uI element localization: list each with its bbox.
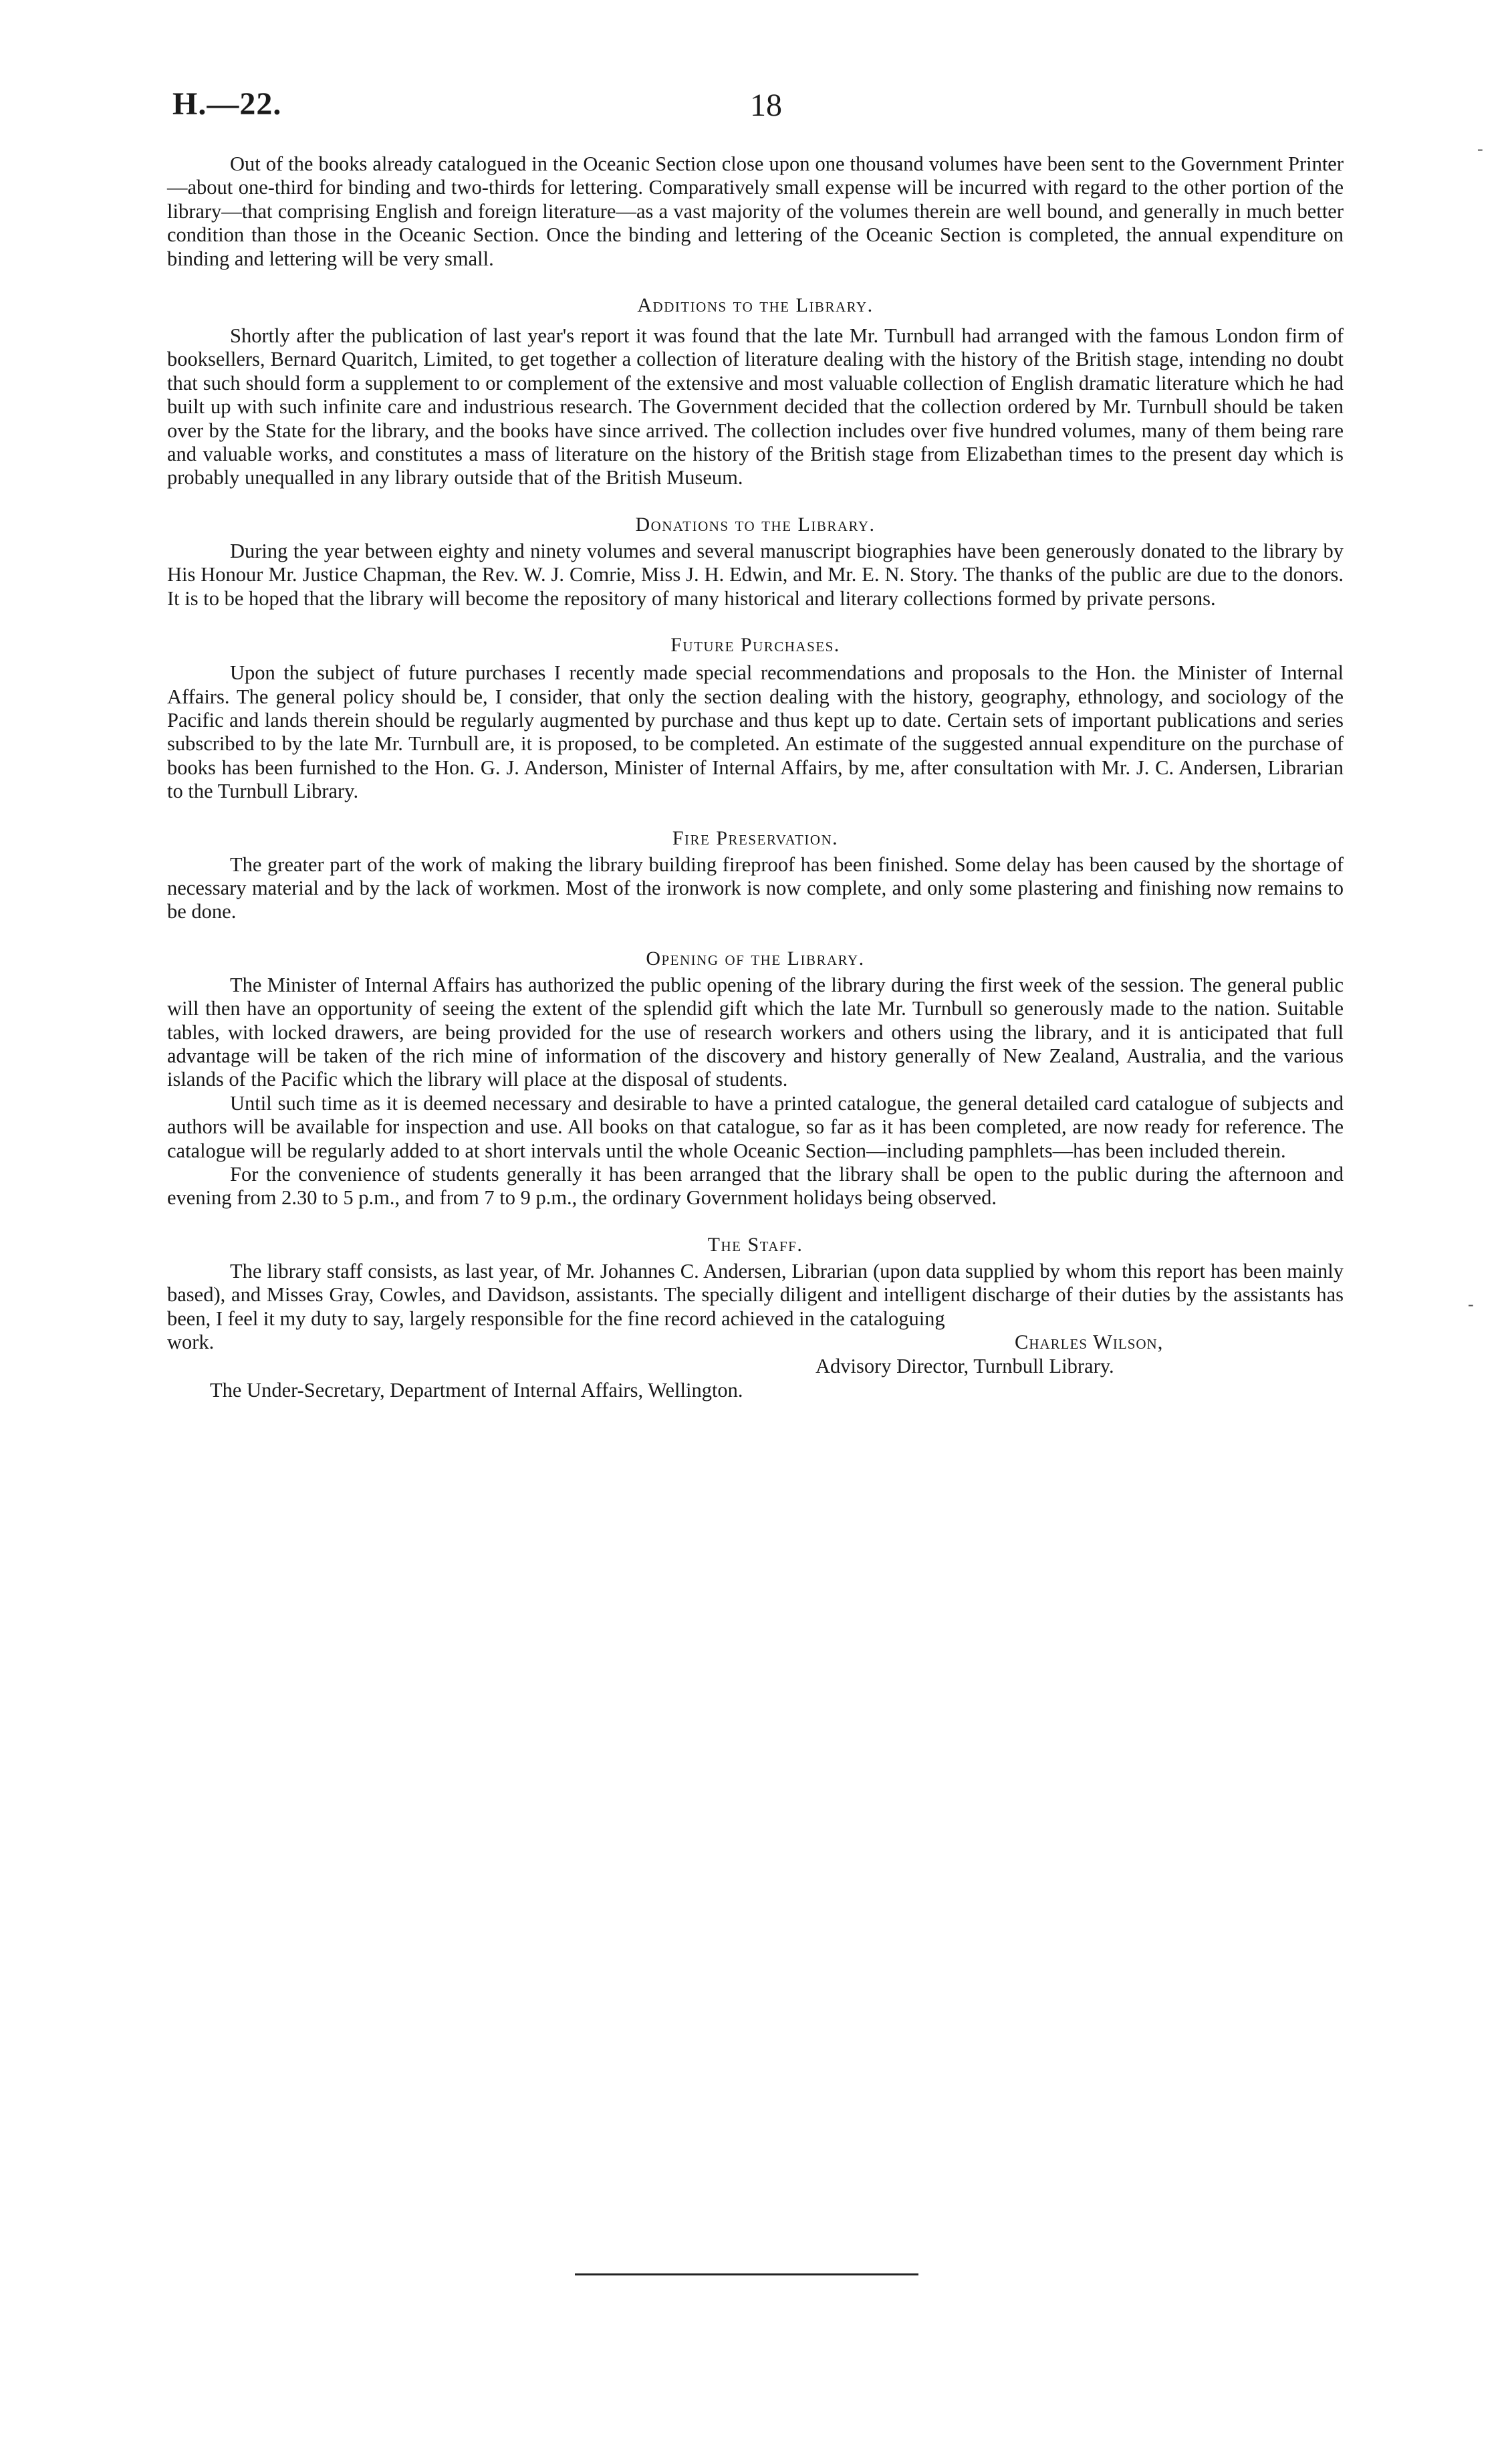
donations-paragraph: During the year between eighty and ninety volumes and several manuscript biographies have been generously donated to the library by His Honour Mr. Justice Chapman, the Rev. W. J. Comrie, Miss J. H. Edwin, and Mr. E. N. Story. The thanks of the public are due to the donors. It is to be hoped that the library will become the repository of many historical and literary collections formed by private persons. [167, 539, 1344, 610]
closing-rule [575, 2273, 918, 2275]
section-heading-opening: Opening of the Library. [646, 947, 865, 970]
section-heading-additions: Additions to the Library. [637, 294, 874, 317]
opening-paragraph: Until such time as it is deemed necessary and desirable to have a printed catalogue, the general detailed card catalogue of subjects and authors will be available for inspection and use. All books on that catalogue, so far as it has been completed, are now ready for reference. The catalogue will be regularly added to at short intervals until the whole Oceanic Section—including pamphlets—has been included therein. [167, 1091, 1344, 1162]
document-reference: H.—22. [172, 86, 282, 122]
page-header [0, 0, 1508, 147]
page-number: 18 [750, 88, 782, 123]
signature-block [167, 1331, 1344, 1424]
fire-paragraph: The greater part of the work of making the library building fireproof has been finished. Some delay has been caused by the shortage of necessary material and by the lack of workmen. Most of the ironwork is now complete, and only some plastering and finishing now remains to be done. [167, 853, 1344, 923]
section-heading-purchases: Future Purchases. [670, 634, 840, 657]
additions-paragraph: Shortly after the publication of last year's report it was found that the late Mr. Turnbull had arranged with the famous London firm of booksellers, Bernard Quaritch, Limited, to get together a collection of literature dealing with the history of the British stage, intending no doubt that such should form a supplement to or complement of the extensive and most valuable collection of English dramatic literature which he had built up with such infinite care and industrious research. The Government decided that the collection ordered by Mr. Turnbull should be taken over by the State for the library, and the books have since arrived. The collection includes over five hundred volumes, many of them being rare and valuable works, and constitutes a mass of literature on the history of the British stage from Elizabethan times to the present day which is probably unequalled in any library outside that of the British Museum. [167, 324, 1344, 489]
signatory-name: Charles Wilson, [1015, 1331, 1164, 1354]
staff-paragraph: The library staff consists, as last year, of Mr. Johannes C. Andersen, Librarian (upon data supplied by whom this report has been mainly based), and Misses Gray, Cowles, and Davidson, assistants. The specially diligent and intelligent discharge of their duties by the assistants has been, I feel it my duty to say, largely responsible for the fine record achieved in the cataloguing [167, 1259, 1344, 1330]
closing-word: work. [167, 1331, 215, 1354]
intro-paragraph: Out of the books already catalogued in the Oceanic Section close upon one thousand volumes have been sent to the Government Printer—about one-third for binding and two-thirds for lettering. Comparatively small expense will be incurred with regard to the other portion of the library—that comprising English and foreign literature—as a vast majority of the volumes therein are well bound, and generally in much better condition than those in the Oceanic Section. Once the binding and lettering of the Oceanic Section is completed, the annual expenditure on binding and lettering will be very small. [167, 152, 1344, 270]
section-heading-fire: Fire Preservation. [672, 826, 839, 849]
opening-paragraph: The Minister of Internal Affairs has authorized the public opening of the library during the first week of the session. The general public will then have an opportunity of seeing the extent of the splendid gift which the late Mr. Turnbull so generously made to the nation. Suitable tables, with locked drawers, are being provided for the use of research workers and others using the library, and it is anticipated that full advantage will be taken of the rich mine of information of the discovery and history generally of New Zealand, Australia, and the various islands of the Pacific which the library will place at the disposal of students. [167, 973, 1344, 1091]
report-body [167, 152, 1344, 1424]
signatory-title: Advisory Director, Turnbull Library. [815, 1355, 1114, 1378]
margin-mark: - [1468, 1295, 1474, 1314]
opening-paragraph: For the convenience of students generally it has been arranged that the library shall be open to the public during the afternoon and evening from 2.30 to 5 p.m., and from 7 to 9 p.m., the ordinary Government holidays being observed. [167, 1163, 1344, 1210]
addressee: The Under-Secretary, Department of Internal Affairs, Wellington. [210, 1379, 743, 1402]
section-heading-staff: The Staff. [707, 1233, 803, 1256]
purchases-paragraph: Upon the subject of future purchases I recently made special recommendations and proposals to the Hon. the Minister of Internal Affairs. The general policy should be, I consider, that only the section dealing with the history, geography, ethnology, and sociology of the Pacific and lands therein should be regularly augmented by purchase and thus kept up to date. Certain sets of important publications and series subscribed to by the late Mr. Turnbull are, it is proposed, to be completed. An estimate of the suggested annual expenditure on the purchase of books has been furnished to the Hon. G. J. Anderson, Minister of Internal Affairs, by me, after consultation with Mr. J. C. Andersen, Librarian to the Turnbull Library. [167, 661, 1344, 803]
section-heading-donations: Donations to the Library. [635, 513, 876, 536]
margin-mark: - [1477, 139, 1483, 158]
